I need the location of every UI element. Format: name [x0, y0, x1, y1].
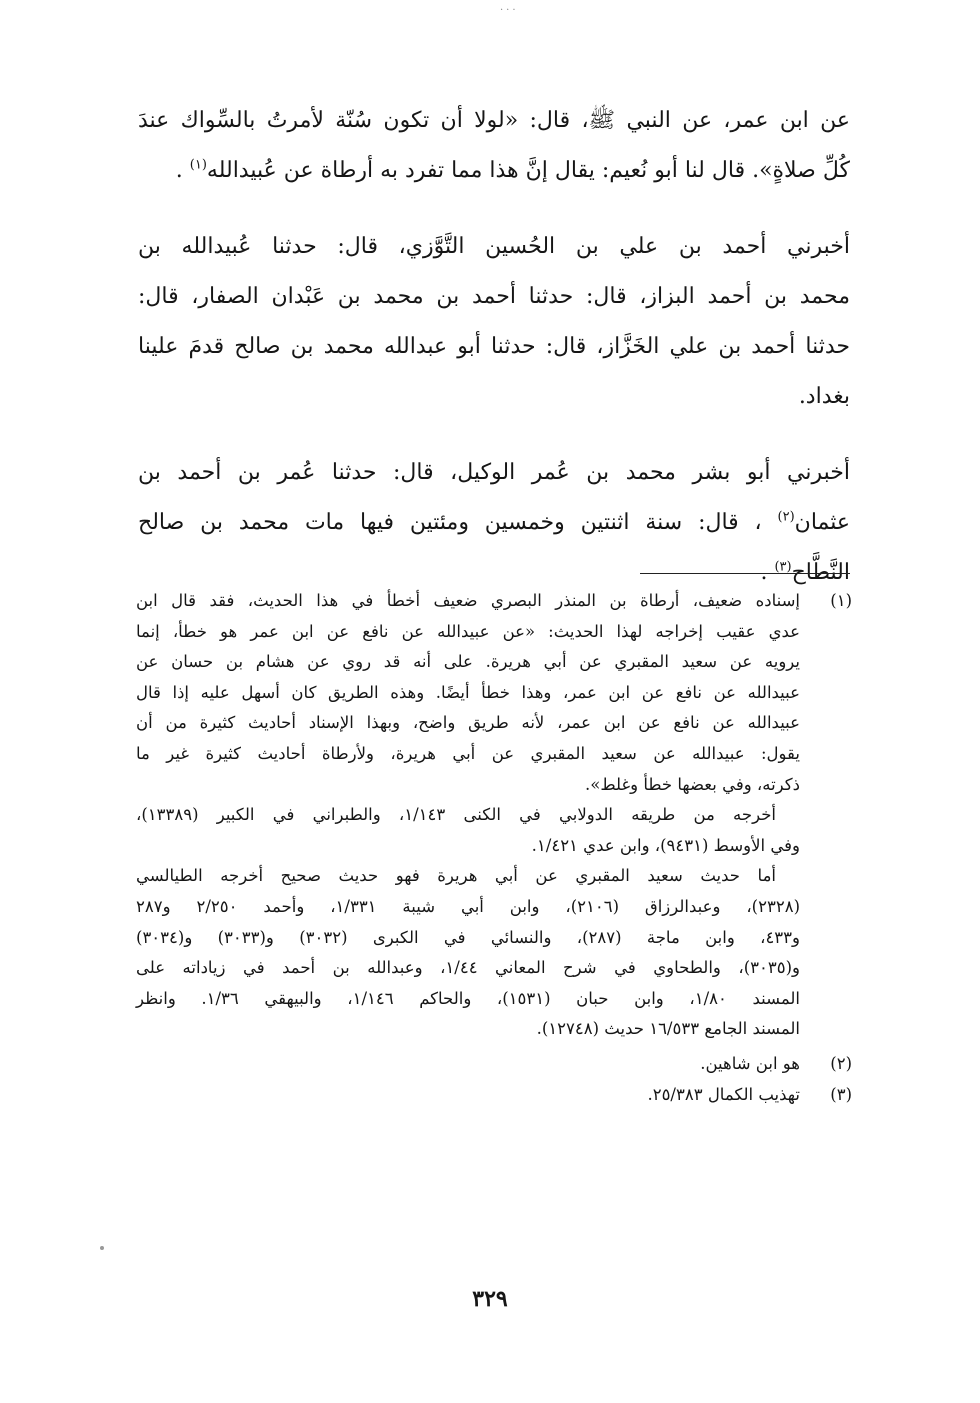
text-span: كُلِّ صلاةٍ». قال لنا أبو نُعيم: يقال إنَّ هذا مما تفرد به أرطاة عن عُبيدالله: [206, 158, 850, 183]
footnote-number: (٣): [830, 1084, 852, 1104]
footnote-line: عدي عقيب إخراجه لهذا الحديث: «عن عبيدالله عن نافع عن ابن عمر هو خطأ، إنما: [136, 621, 800, 641]
footnote-line: أما حديث سعيد المقبري عن أبي هريرة فهو حديث صحيح أخرجه الطيالسي: [136, 866, 776, 886]
text-span: ، قال: سنة اثنتين وخمسين ومئتين فيها مات محمد بن صالح: [138, 510, 778, 535]
footnote-1: [136, 586, 852, 1045]
paragraph-1: [138, 96, 850, 196]
footnote-line: تهذيب الكمال ٢٥/٣٨٣.: [647, 1084, 800, 1104]
paragraph-3: [138, 448, 850, 598]
footnote-line: يقول: عبيدالله عن سعيد المقبري عن أبي هريرة، ولأرطاة أحاديث كثيرة غير ما: [136, 743, 800, 763]
footnote-separator: [640, 573, 850, 574]
text-line: [138, 498, 850, 548]
footnote-line: و(٣٠٣٥)، والطحاوي في شرح المعاني ١/٤٤، وعبدالله بن أحمد في زياداته على: [136, 958, 800, 978]
main-text: [138, 96, 850, 624]
footnote-number: (١): [830, 591, 852, 610]
footnote-line: هو ابن شاهين.: [700, 1053, 800, 1073]
text-line: حدثنا أحمد بن علي الخَزَّاز، قال: حدثنا أبو عبدالله محمد بن صالح قدمَ علينا: [138, 334, 850, 359]
footnote-ref: (٣): [774, 559, 792, 575]
footnote-1-continuation: [136, 800, 800, 861]
footnote-line: يرويه عن سعيد المقبري عن أبي هريرة. على أنه قد روي عن هشام بن حسان عن: [136, 652, 800, 672]
footnote-1-continuation: [136, 861, 800, 1045]
footnote-number: (٢): [830, 1053, 852, 1073]
footnote-line: و٤٣٣، وابن ماجة (٢٨٧)، والنسائي في الكبرى (٣٠٣٢) و(٣٠٣٣) و(٣٠٣٤): [136, 927, 800, 947]
text-span: عثمان: [794, 510, 850, 535]
top-scan-mark: ...: [500, 2, 519, 13]
footnote-ref: (٢): [777, 509, 795, 525]
footnote-line: عبيدالله عن نافع عن ابن عمر، لأنه طريق واضح، وبهذا الإسناد أحاديث كثيرة من أن: [136, 713, 800, 733]
page-number: ٣٢٩: [472, 1286, 508, 1312]
footnotes: [136, 586, 852, 1110]
text-line: أخبرني أحمد بن علي بن الحُسين التَّوَّزي، قال: حدثنا عُبيدالله بن: [138, 234, 850, 259]
text-line: عن ابن عمر، عن النبي ﷺ، قال: «لولا أن تكون سُنّة لأمرتُ بالسِّواك عندَ: [138, 108, 850, 133]
footnote-line: عبيدالله عن نافع عن ابن عمر، وهذا خطأ أيضًا. وهذه الطريق كان أسهل عليه إذا قال: [136, 682, 800, 702]
scan-dot: [100, 1246, 104, 1250]
footnote-line: ذكرته، وفي بعضها خطأ وغلط».: [585, 774, 800, 794]
paragraph-2: [138, 222, 850, 422]
footnote-line: المسند الجامع ١٦/٥٣٣ حديث (١٢٧٤٨).: [536, 1019, 800, 1039]
footnote-3: [136, 1080, 852, 1111]
footnote-2: [136, 1049, 852, 1080]
text-line: محمد بن أحمد البزاز، قال: حدثنا أحمد بن محمد بن عَبْدان الصفار، قال:: [138, 284, 850, 309]
text-line: أخبرني أبو بشر محمد بن عُمر الوكيل، قال: حدثنا عُمر بن أحمد بن: [138, 460, 850, 485]
footnote-line: إسناده ضعيف، أرطاة بن المنذر البصري ضعيف أخطأ في هذا الحديث، فقد قال ابن: [136, 591, 800, 610]
text-span: .: [760, 560, 775, 585]
text-span: .: [175, 158, 190, 183]
footnote-line: أخرجه من طريقه الدولابي في الكنى ١/١٤٣، والطبراني في الكبير (١٣٣٨٩)،: [136, 805, 776, 825]
text-line: [138, 146, 850, 196]
footnote-ref: (١): [189, 157, 207, 173]
footnote-line: وفي الأوسط (٩٤٣١)، وابن عدي ١/٤٢١.: [531, 835, 800, 855]
footnote-line: (٢٣٢٨)، وعبدالرزاق (٢١٠٦)، وابن أبي شيبة ١/٣٣١، وأحمد ٢/٢٥٠ و٢٨٧: [136, 896, 800, 916]
text-line: بغداد.: [798, 384, 850, 409]
footnote-line: المسند ١/٨٠، وابن حبان (١٥٣١)، والحاكم ١/١٤٦، والبيهقي ١/٣٦. وانظر: [136, 988, 800, 1008]
text-span: النَّطَّاح: [791, 560, 850, 585]
